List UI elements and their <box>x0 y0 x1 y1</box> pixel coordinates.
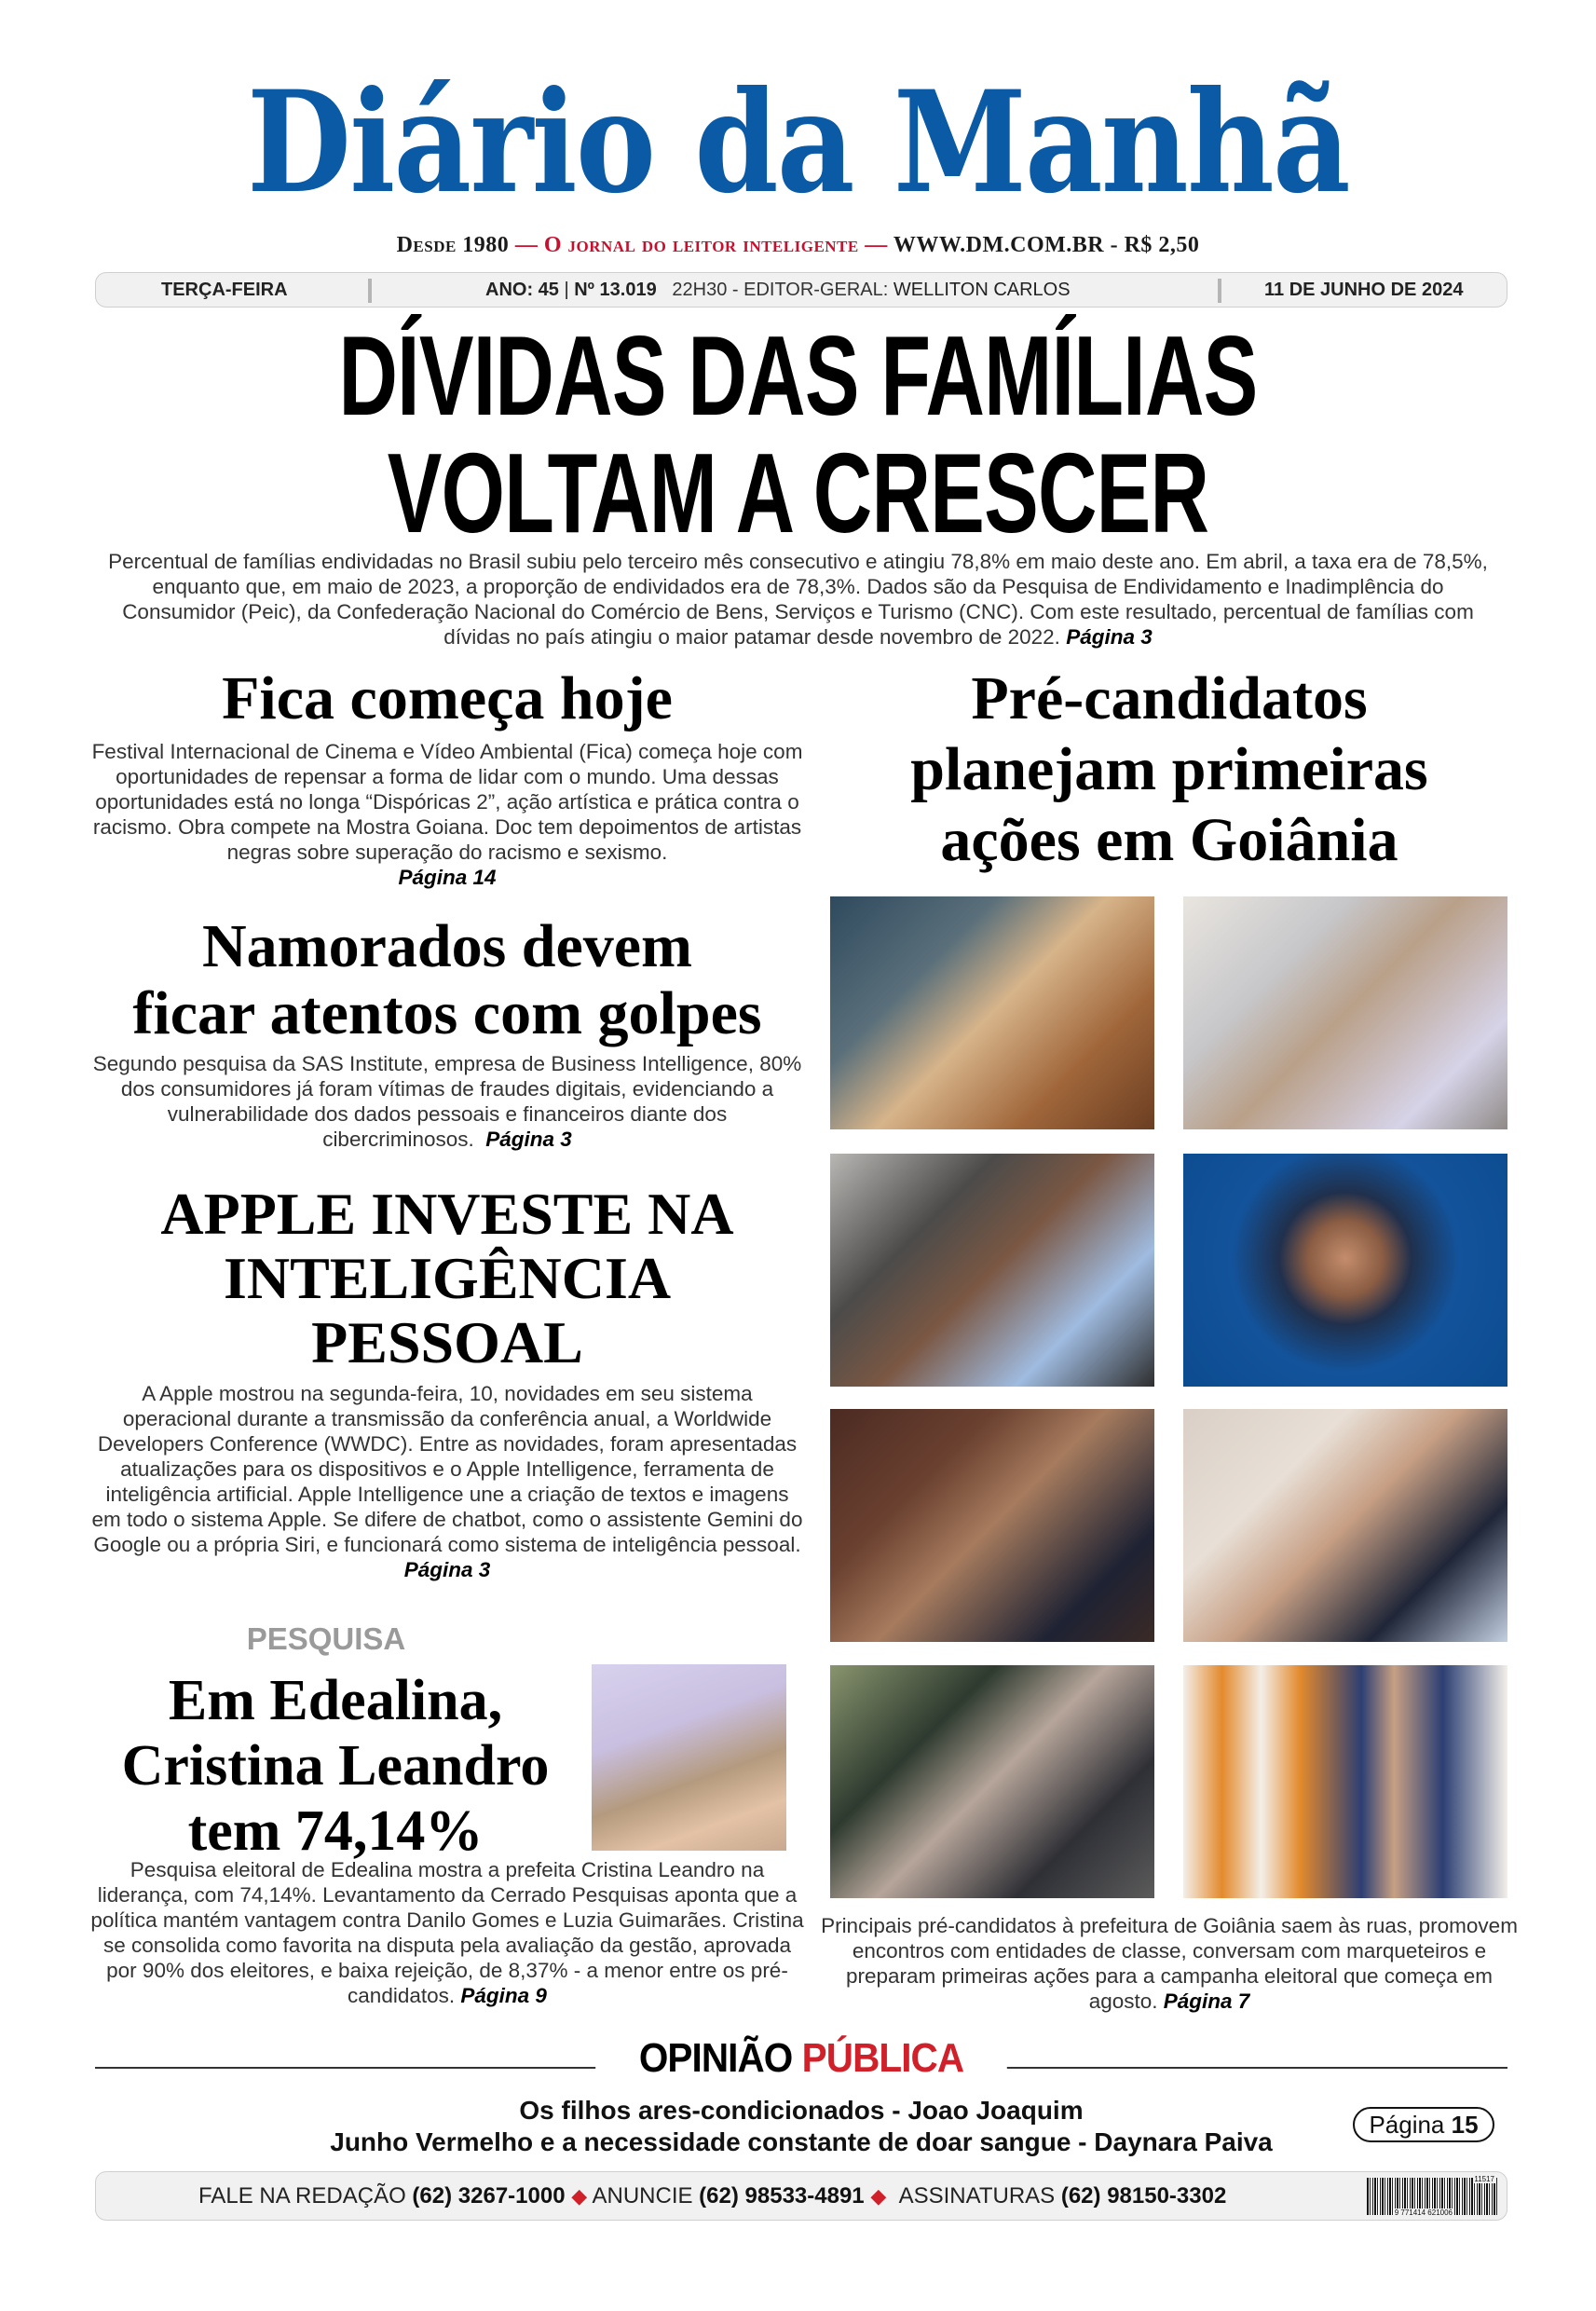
website-link[interactable]: WWW.DM.COM.BR <box>893 233 1105 257</box>
edition-info-bar <box>95 272 1507 308</box>
opinion-items <box>186 2095 1416 2158</box>
edealina-body <box>89 1857 806 2008</box>
page-reference[interactable]: Página 3 <box>403 1558 491 1581</box>
candidate-photo[interactable] <box>830 896 1154 1129</box>
headline-line: DÍVIDAS DAS FAMÍLIAS <box>338 312 1258 439</box>
namorados-headline[interactable] <box>89 913 806 1047</box>
page-reference[interactable]: Página 3 <box>1066 625 1153 649</box>
edealina-headline[interactable] <box>84 1668 587 1864</box>
story-text: A Apple mostrou na segunda-feira, 10, novidades em seu sistema operacional durante a transmissão da conferência anual, a Worldwide Developers Conference (WWDC). Entre as novidades, foram apresentadas atualizações para os dispositivos e o Apple Intelligence, ferramenta de inteligência artificial. Apple Intelligence une a criação de textos e imagens em todo o sistema Apple. Se difere de chatbot, como o assistente Gemini do Google ou a própria Siri, e funcionará como sistema de inteligência pessoal. <box>91 1382 803 1556</box>
weekday: TERÇA-FEIRA <box>161 280 288 300</box>
badge-page: 15 <box>1451 2111 1479 2139</box>
story-text: Segundo pesquisa da SAS Institute, empresa de Business Intelligence, 80% dos consumidores já foram vítimas de fraudes digitais, evidenciando a vulnerabilidade dos dados pessoais e financeiros diante dos cibercriminosos. <box>92 1052 802 1151</box>
main-story-lede <box>93 549 1503 650</box>
headline-line: APPLE INVESTE NA <box>160 1181 734 1247</box>
page-reference[interactable]: Página 3 <box>485 1128 572 1151</box>
edition-time: 22H30 <box>672 280 728 300</box>
headline-line: Namorados devem <box>201 912 693 980</box>
tagline-dash: — <box>858 233 893 257</box>
headline-line: INTELIGÊNCIA <box>223 1245 672 1311</box>
headline-line: planejam primeiras <box>910 735 1428 803</box>
cover-price: - R$ 2,50 <box>1104 233 1200 257</box>
contact-footer <box>95 2171 1507 2221</box>
tagline-dash: — <box>509 233 544 257</box>
tagline-since: Desde 1980 <box>396 233 510 257</box>
fica-headline[interactable]: Fica começa hoje <box>222 664 673 732</box>
story-text: Principais pré-candidatos à prefeitura de Goiânia saem às ruas, promovem encontros com entidades de classe, conversam com marqueteiros e preparam primeiras ações para a campanha eleitoral que começa em agosto. <box>821 1914 1518 2013</box>
page-reference[interactable]: Página 9 <box>460 1984 547 2007</box>
candidate-photo[interactable] <box>830 1409 1154 1642</box>
headline-line: ficar atentos com golpes <box>132 979 762 1047</box>
fica-body <box>89 739 806 890</box>
ads-label: ANUNCIE <box>592 2183 693 2208</box>
badge-label: Página <box>1369 2111 1445 2139</box>
opinion-item[interactable]: Junho Vermelho e a necessidade constante de doar sangue - Daynara Paiva <box>330 2127 1273 2156</box>
editor-name: WELLITON CARLOS <box>893 280 1071 300</box>
masthead-tagline <box>0 233 1596 258</box>
headline-line: Pré-candidatos <box>971 664 1368 732</box>
candidate-photo[interactable] <box>830 1665 1154 1898</box>
editor-label: EDITOR-GERAL: <box>743 280 889 300</box>
title-part: PÚBLICA <box>801 2035 964 2081</box>
story-text: Festival Internacional de Cinema e Vídeo Ambiental (Fica) começa hoje com oportunidades de repensar a forma de lidar com o mundo. Uma dessas oportunidades está no longa “Dispóricas 2”, ação artística e prática contra o racismo. Obra compete na Mostra Goiana. Doc tem depoimentos de artistas negras sobre superação do racismo e sexismo. <box>91 740 803 864</box>
cristina-leandro-photo[interactable] <box>592 1664 786 1851</box>
contact-list <box>198 2172 1226 2220</box>
issue-number: Nº 13.019 <box>574 280 657 300</box>
section-kicker: PESQUISA <box>246 1621 406 1656</box>
subscriptions-label: ASSINATURAS <box>898 2183 1056 2208</box>
opinion-section-title <box>595 2037 1007 2080</box>
headline-line: tem 74,14% <box>187 1799 484 1863</box>
opinion-page-badge[interactable] <box>1353 2107 1494 2142</box>
apple-headline[interactable] <box>89 1182 806 1374</box>
namorados-body <box>89 1051 806 1152</box>
diamond-icon: ◆ <box>870 2184 887 2208</box>
newsroom-label: FALE NA REDAÇÃO <box>198 2183 406 2208</box>
lede-text: Percentual de famílias endividadas no Brasil subiu pelo terceiro mês consecutivo e atingiu 78,8% em maio deste ano. Em abril, a taxa era de 78,5%, enquanto que, em maio de 2023, a proporção de endividados era de 78,3%. Dados são da Pesquisa de Endividamento e Inadimplência do Consumidor (Peic), da Confederação Nacional do Comércio de Bens, Serviços e Turismo (CNC). Com este resultado, percentual de famílias com dívidas no país atingiu o maior patamar desde novembro de 2022. <box>108 550 1488 649</box>
apple-body <box>89 1381 806 1582</box>
newspaper-logo[interactable]: Diário da Manhã <box>247 61 1349 225</box>
page-reference[interactable]: Página 14 <box>398 866 497 889</box>
barcode-number: 9 771414 621006 <box>1394 2208 1453 2217</box>
divider: | <box>564 280 575 300</box>
year-label: ANO: 45 <box>485 280 559 300</box>
candidate-photo[interactable] <box>830 1154 1154 1387</box>
tagline-slogan: O jornal do leitor inteligente <box>543 233 859 257</box>
main-headline[interactable] <box>224 312 1372 556</box>
opinion-item[interactable]: Os filhos ares-condicionados - Joao Joaquim <box>519 2096 1084 2125</box>
candidate-photo[interactable] <box>1183 1154 1507 1387</box>
page-reference[interactable]: Página 7 <box>1163 1990 1250 2013</box>
headline-line: VOLTAM A CRESCER <box>387 430 1209 556</box>
divider <box>368 279 372 303</box>
edition-details: ANO: 45 | Nº 13.019 22H30 - EDITOR-GERAL: WELLITON CARLOS <box>485 280 1071 300</box>
barcode-issue: 11517 <box>1474 2175 1494 2183</box>
headline-line: PESSOAL <box>311 1309 583 1375</box>
candidate-photo[interactable] <box>1183 1409 1507 1642</box>
edition-date: 11 DE JUNHO DE 2024 <box>1264 280 1464 300</box>
subscriptions-phone[interactable]: (62) 98150-3302 <box>1060 2183 1227 2208</box>
newsroom-phone[interactable]: (62) 3267-1000 <box>412 2183 566 2208</box>
headline-line: Cristina Leandro <box>121 1734 550 1798</box>
divider <box>1218 279 1221 303</box>
diamond-icon: ◆ <box>571 2184 588 2208</box>
ads-phone[interactable]: (62) 98533-4891 <box>699 2183 865 2208</box>
candidate-photo[interactable] <box>1183 896 1507 1129</box>
candidate-photo[interactable] <box>1183 1665 1507 1898</box>
precandidatos-body <box>820 1913 1519 2014</box>
precandidatos-headline[interactable] <box>820 663 1519 876</box>
headline-line: ações em Goiânia <box>940 806 1398 874</box>
title-part: OPINIÃO <box>638 2035 793 2081</box>
story-text: Pesquisa eleitoral de Edealina mostra a prefeita Cristina Leandro na liderança, com 74,14%. Levantamento da Cerrado Pesquisas aponta que a política mantém vantagem contra Danilo Gomes e Luzia Guimarães. Cristina se consolida como favorita na disputa pela avaliação da gestão, aprovada por 90% dos eleitores, e baixa rejeição, de 8,37% - a menor entre os pré-candidatos. <box>90 1858 804 2007</box>
headline-line: Em Edealina, <box>168 1669 503 1732</box>
